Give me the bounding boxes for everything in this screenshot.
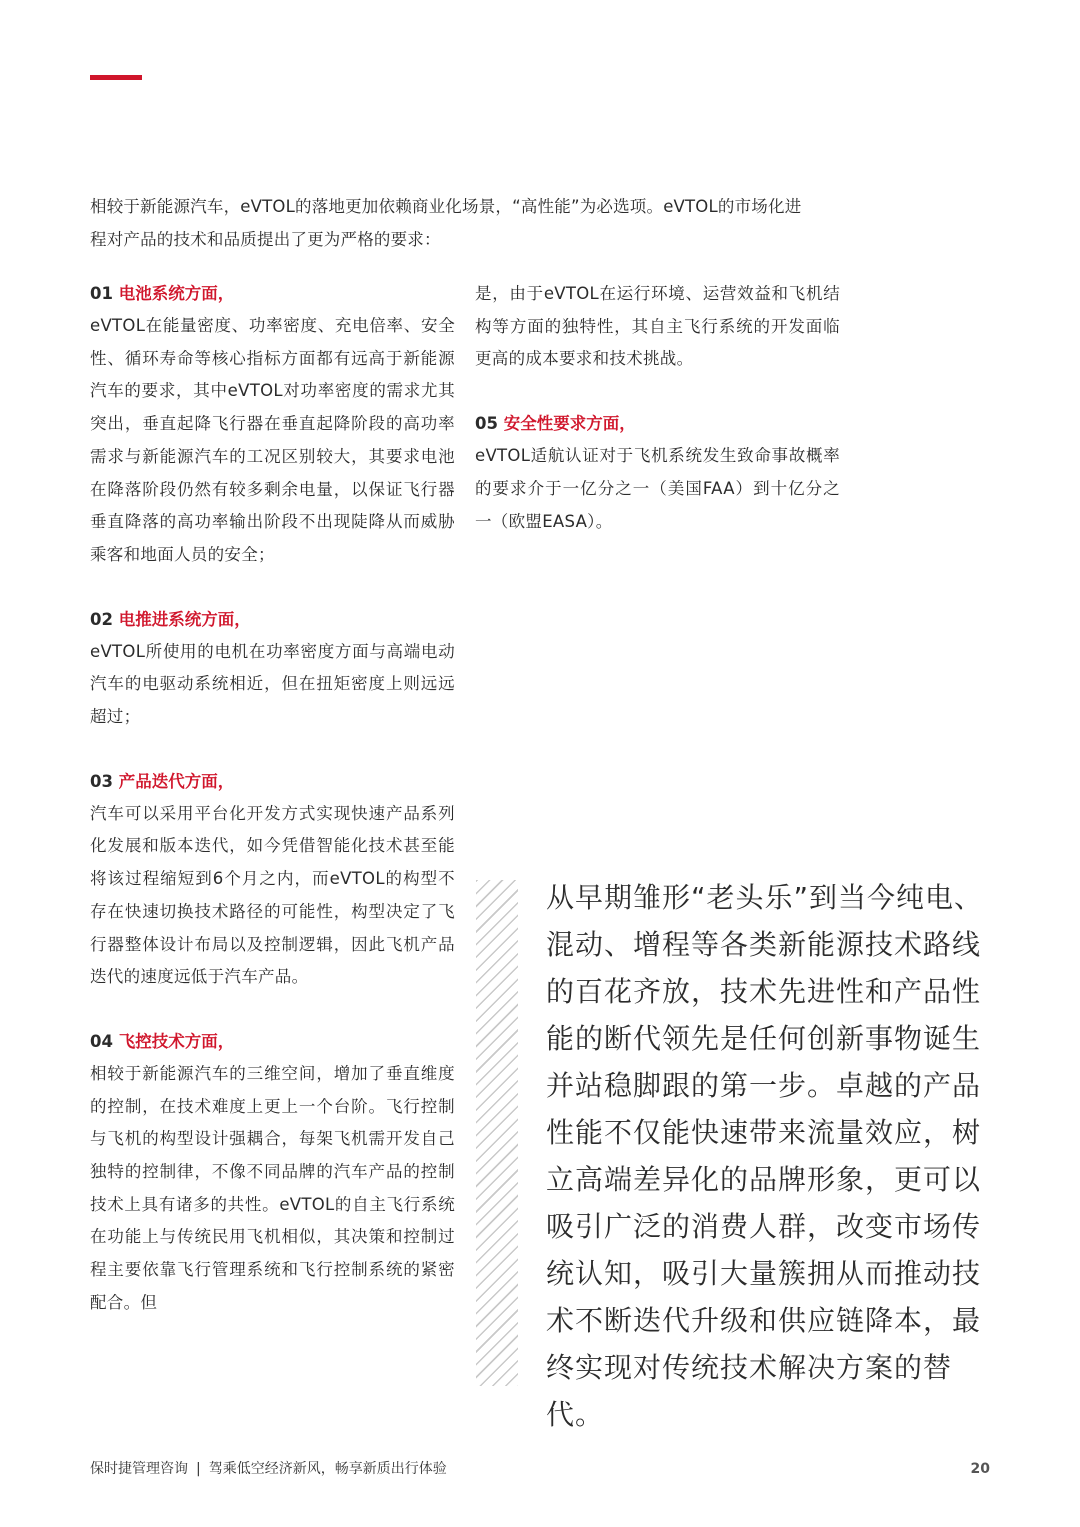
decorative-stripes xyxy=(476,880,518,1386)
section-iteration xyxy=(90,766,455,994)
section-number: 05 xyxy=(475,414,498,434)
section-title: 电推进系统方面， xyxy=(118,609,251,629)
section-number: 03 xyxy=(90,771,113,791)
page-number: 20 xyxy=(970,1461,990,1477)
section-number: 04 xyxy=(90,1031,113,1051)
section-title: 产品迭代方面， xyxy=(118,771,235,791)
section-flight-control xyxy=(90,1026,455,1320)
section-title: 飞控技术方面， xyxy=(118,1031,235,1051)
section-flight-control-continued xyxy=(475,278,840,376)
left-column xyxy=(90,278,455,1352)
intro-paragraph xyxy=(90,190,850,256)
footer-tagline: 驾乘低空经济新风，畅享新质出行体验 xyxy=(208,1461,447,1477)
section-body: eVTOL在能量密度、功率密度、充电倍率、安全性、循环寿命等核心指标方面都有远高于新能源汽车的要求，其中eVTOL对功率密度的需求尤其突出，垂直起降飞行器在垂直起降阶段的高功率需求与新能源汽车的工况区别较大，其要求电池在降落阶段仍然有较多剩余电量，以保证飞行器垂直降落的高功率输出阶段不出现陡降从而威胁乘客和地面人员的安全； xyxy=(90,316,455,564)
section-title: 电池系统方面， xyxy=(118,284,235,303)
footer xyxy=(90,1459,447,1479)
section-body: 相较于新能源汽车的三维空间，增加了垂直维度的控制，在技术难度上更上一个台阶。飞行控制与飞机的构型设计强耦合，每架飞机需开发自己独特的控制律，不像不同品牌的汽车产品的控制技术上具有诸多的共性。eVTOL的自主飞行系统在功能上与传统民用飞机相似，其决策和控制过程主要依靠飞行管理系统和飞行控制系统的紧密配合。但 xyxy=(90,1063,455,1312)
section-heading xyxy=(90,604,455,636)
section-body: 汽车可以采用平台化开发方式实现快速产品系列化发展和版本迭代，如今凭借智能化技术甚至能将该过程缩短到6个月之内，而eVTOL的构型不存在快速切换技术路径的可能性，构型决定了飞行器整体设计布局以及控制逻辑，因此飞机产品迭代的速度远低于汽车产品。 xyxy=(90,803,455,987)
section-number: 02 xyxy=(90,609,113,629)
pull-quote: 从早期雏形“老头乐”到当今纯电、混动、增程等各类新能源技术路线的百花齐放，技术先进性和产品性能的断代领先是任何创新事物诞生并站稳脚跟的第一步。卓越的产品性能不仅能快速带来流量效应，树立高端差异化的品牌形象，更可以吸引广泛的消费人群，改变市场传统认知，吸引大量簇拥从而推动技术不断迭代升级和供应链降本，最终实现对传统技术解决方案的替代。 xyxy=(546,881,984,1431)
section-body-continued: 是，由于eVTOL在运行环境、运营效益和飞机结构等方面的独特性，其自主飞行系统的开发面临更高的成本要求和技术挑战。 xyxy=(475,284,840,369)
section-heading xyxy=(90,766,455,798)
intro-line-2: 程对产品的技术和品质提出了更为严格的要求： xyxy=(90,230,441,249)
section-heading xyxy=(90,1026,455,1058)
right-column xyxy=(475,278,840,570)
section-body: eVTOL适航认证对于飞机系统发生致命事故概率的要求介于一亿分之一（美国FAA）到十亿分之一（欧盟EASA）。 xyxy=(475,446,840,531)
intro-line-1: 相较于新能源汽车，eVTOL的落地更加依赖商业化场景，“高性能”为必选项。eVTOL的市场化进 xyxy=(90,197,802,216)
section-safety xyxy=(475,408,840,538)
section-propulsion xyxy=(90,604,455,734)
section-heading xyxy=(90,278,455,310)
section-title: 安全性要求方面， xyxy=(503,414,636,434)
accent-bar xyxy=(90,75,142,80)
footer-separator: | xyxy=(196,1461,201,1477)
section-body: eVTOL所使用的电机在功率密度方面与高端电动汽车的电驱动系统相近，但在扭矩密度上则远远超过； xyxy=(90,641,455,727)
section-heading xyxy=(475,408,840,440)
footer-company: 保时捷管理咨询 xyxy=(90,1461,188,1477)
section-number: 01 xyxy=(90,284,113,303)
section-battery xyxy=(90,278,455,572)
